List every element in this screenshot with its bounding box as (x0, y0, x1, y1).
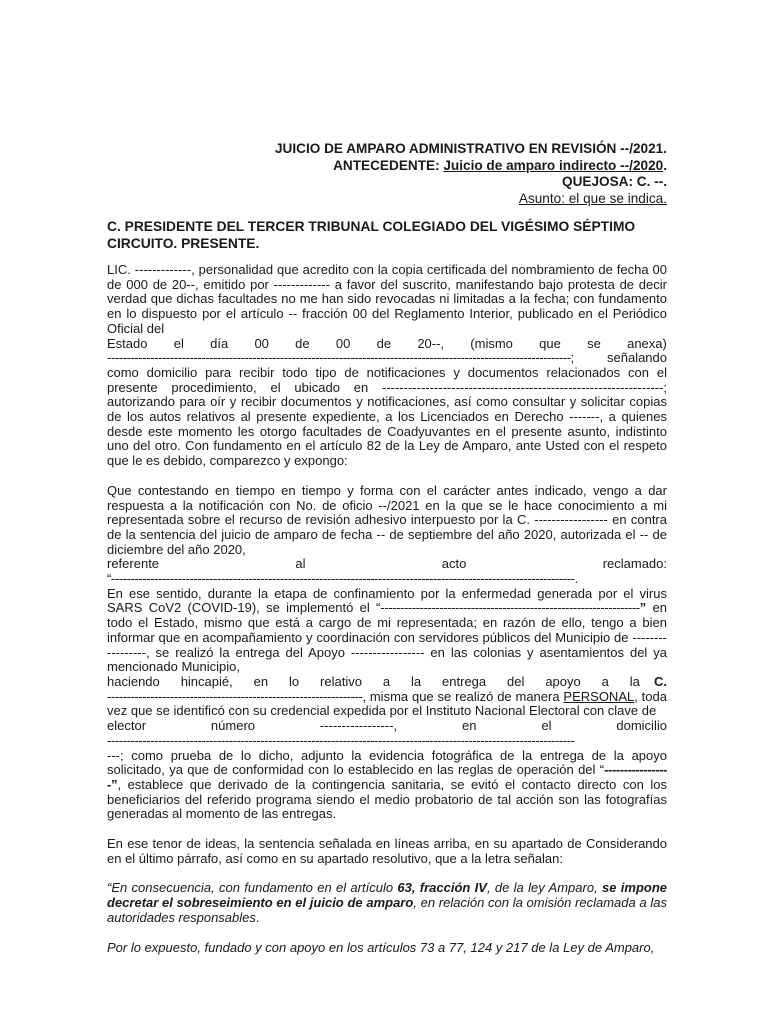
justified-word: de (295, 335, 310, 351)
case-subject: Asunto: el que se indica. (518, 190, 667, 206)
p3-text-f (107, 749, 667, 823)
justified-word: lo (289, 673, 300, 689)
justified-word: hincapié, (180, 673, 233, 689)
p3-justified-line-2 (107, 719, 667, 734)
p3-text-f-a: ---; como prueba de lo dicho, adjunto la evidencia fotográfica de la entrega de la apoyo solicitado, ya que de conformidad con lo establecido en las reglas de operación del “ (107, 747, 667, 778)
justified-word: 00 (254, 335, 269, 351)
p3-quote-close-2: ” (110, 776, 118, 792)
justified-word: día (210, 335, 229, 351)
p3-personal: PERSONAL (563, 688, 635, 704)
spacer (107, 822, 667, 837)
p3-quote-close: ” (639, 600, 647, 616)
p1-dash: ----------------------------------------------------------------------------------------------------------------------; (107, 351, 574, 366)
paragraph-2: Que contestando en tiempo en tiempo y forma con el carácter antes indicado, vengo a dar respuesta a la notificación con No. de oficio --/2021 en la que se le hace conocimiento a mi representada sobre el recurso de revisión adhesivo interpuesto por la C. ----------------- en contra de la sentencia del juicio de amparo de fecha -- de septiembre del año 2020, autorizada el -- de diciembre del año 2020, (107, 482, 667, 557)
justified-word: entrega (442, 673, 487, 689)
justified-word: número (210, 718, 255, 734)
p3-dash-f: ----------------- (107, 762, 667, 792)
paragraph-5: Por lo expuesto, fundado y con apoyo en los artículos 73 a 77, 124 y 217 de la Ley de Amparo, (107, 939, 655, 955)
p3-text-a: En ese sentido, durante la etapa de confinamiento por la enfermedad generada por el virus SARS CoV2 (COVID-19), se implementó el “ (107, 585, 667, 616)
paragraph-1 (107, 263, 667, 337)
p3-dash-c: ----------------------------------------------------------------- (107, 688, 363, 704)
antecedent-label: ANTECEDENTE: (333, 157, 444, 173)
justified-word: en (253, 673, 269, 689)
p3-text-c-end: , toda vez que se identificó con su credencial expedida por el Instituto Nacional Electoral con clave de (107, 688, 667, 719)
antecedent-value: Juicio de amparo indirecto --/2020 (443, 157, 664, 173)
justified-word: el (541, 718, 552, 734)
p3-words (107, 675, 640, 690)
justified-word: -----------------, (319, 718, 398, 734)
spacer (107, 926, 667, 941)
case-title: JUICIO DE AMPARO ADMINISTRATIVO EN REVISIÓN --/2021. (274, 141, 667, 156)
justified-word: al (295, 556, 306, 572)
justified-word: a (382, 673, 391, 689)
justified-word: anexa) (627, 335, 667, 351)
quote-c-end: . (255, 909, 260, 925)
justified-word: el (173, 335, 184, 351)
justified-word: haciendo (107, 673, 160, 689)
p3-text-a-end: en todo el Estado, mismo que está a cargo de mi representada; en razón de ello, tengo a bien informar que en acompañamiento y coordinación con servidores públicos del Municipio de -----------------, se realizó la entrega del Apoyo ----------------- en las colonias y asentamientos del ya mencionado Municipio, (107, 600, 667, 675)
p3-dash-a: ------------------------------------------------------------------ (380, 600, 640, 616)
p3-text-c-mid: , misma que se realizó de manera (362, 688, 564, 704)
justified-word: elector (107, 718, 147, 734)
spacer (107, 469, 667, 484)
p1-dash-end: señalando (607, 350, 667, 366)
justified-word: referente (107, 556, 160, 572)
justified-word: 00 (335, 335, 351, 351)
justified-word: a (601, 673, 609, 689)
quote-c: , en relación con la omisión reclamada a las autoridades responsables (107, 895, 667, 925)
quote-b: , de la ley Amparo, (486, 880, 602, 896)
spacer (107, 866, 667, 881)
justified-word: de (376, 335, 392, 351)
p3-dash-line: ----------------------------------------------------------------------------------------------------------------------- (107, 733, 575, 748)
case-header (275, 141, 667, 207)
justified-word: del (507, 673, 525, 689)
p3-text-f-end: , establece que derivado de la contingencia sanitaria, se evitó el contacto directo con los beneficiarios del referido programa siendo el medio probatorio de tal acción son las fotografías generadas al momento de las entregas. (107, 776, 667, 822)
p2-justified-line (107, 557, 667, 572)
paragraph-3 (107, 587, 667, 675)
p3-text-c (107, 690, 667, 719)
justified-word: la (411, 673, 422, 689)
justified-word: acto (441, 556, 467, 572)
justified-word: domicilio (616, 718, 667, 734)
case-complainant: QUEJOSA: C. --. (562, 174, 667, 189)
quote-a: “En consecuencia, con fundamento en el artículo (107, 880, 398, 896)
p1-text-a: LIC. -------------, personalidad que acredito con la copia certificada del nombramiento de fecha 00 de 000 de 20--, emitido por ------------- a favor del suscrito, manifestando bajo protesta de decir verdad que dichas facultades no me han sido revocadas ni limitadas a la fecha; con fundamento en lo dispuesto por el artículo -- fracción 00 del Reglamento Interior, publicado en el Periódico Oficial del (107, 262, 667, 336)
p3-justified-line (107, 675, 667, 690)
p1-justified-line (107, 337, 667, 352)
justified-word: Estado (107, 335, 148, 351)
antecedent-end: . (663, 157, 667, 173)
justified-word: apoyo (545, 673, 581, 689)
quoted-resolution (107, 881, 667, 925)
justified-word: reclamado: (602, 556, 667, 572)
p3-bold-c: C. (654, 673, 667, 689)
p2-dash-line: “----------------------------------------------------------------------------------------------------------------------. (107, 572, 578, 587)
justified-word: se (587, 335, 601, 351)
justified-word: que (539, 335, 561, 351)
paragraph-4: En ese tenor de ideas, la sentencia señalada en líneas arriba, en su apartado de Considerando en el último párrafo, así como en su apartado resolutivo, que a la letra señalan: (107, 836, 667, 866)
addressee: C. PRESIDENTE DEL TERCER TRIBUNAL COLEGIADO DEL VIGÉSIMO SÉPTIMO CIRCUITO. PRESENTE. (107, 219, 636, 251)
justified-word: 20--, (417, 335, 445, 351)
justified-word: relativo (320, 673, 362, 689)
justified-word: (mismo (470, 335, 513, 351)
p1-text-d: como domicilio para recibir todo tipo de notificaciones y documentos relacionados con el presente procedimiento, el ubicado en -----------------------------------------------------------------; autorizando para oír y recibir documentos y notificaciones, así como consultar y solicitar copias de los autos relativos al presente expediente, a los Licenciados en Derecho -------, a quienes desde este momento les otorgo facultades de Coadyuvantes en el presente asunto, indistinto uno del otro. Con fundamento en el artículo 82 de la Ley de Amparo, ante Usted con el respeto que le es debido, comparezco y expongo: (107, 364, 667, 469)
case-antecedent (275, 158, 667, 175)
document-body (107, 263, 667, 955)
quote-b-bold: se impone decretar el sobreseimiento en el juicio de amparo (107, 880, 667, 911)
p1-dash-line (107, 351, 667, 366)
justified-word: en (462, 718, 477, 734)
justified-word: la (629, 673, 640, 689)
quote-a-bold: 63, fracción IV (397, 880, 487, 896)
